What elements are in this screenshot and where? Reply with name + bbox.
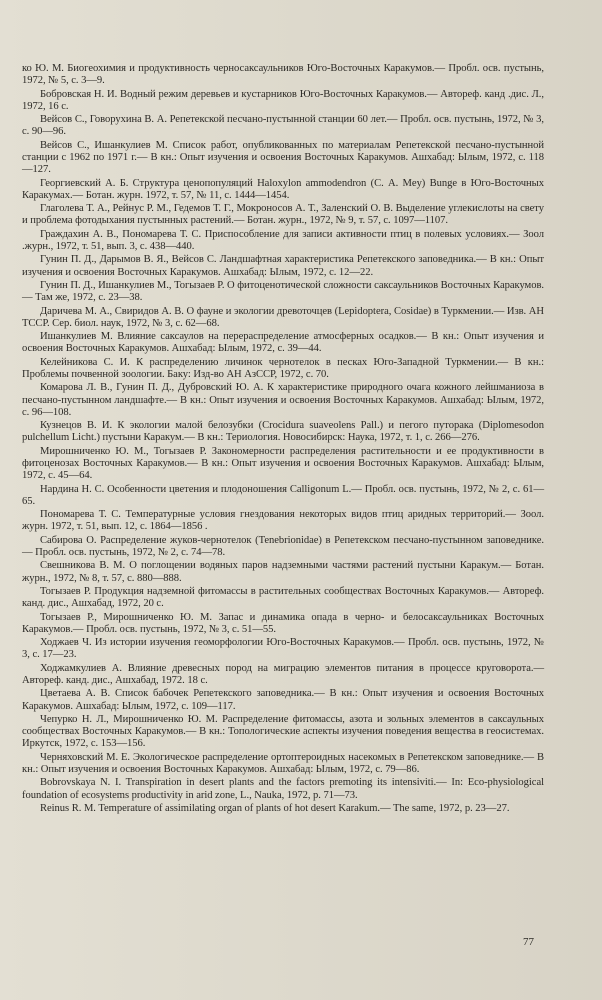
reference-entry: Гунин П. Д., Дарымов В. Я., Вейсов С. Ландшафтная характеристика Репетекского заповедника.— В кн.: Опыт изучения и освоения Восточных Каракумов. Ашхабад: Ылым, 1972, с. 12—22. bbox=[22, 254, 544, 278]
reference-entry: Ишанкулиев М. Влияние саксаулов на перераспределение атмосферных осадков.— В кн.: Опыт изучения и освоения Восточных Каракумов. Ашхабад: Ылым, 1972, с. 39—44. bbox=[22, 331, 544, 355]
reference-entry: Бобровская Н. И. Водный режим деревьев и кустарников Юго-Восточных Каракумов.— Автореф. канд .дис. Л., 1972, 16 с. bbox=[22, 88, 544, 112]
reference-entry: Чепурко Н. Л., Мирошниченко Ю. М. Распределение фитомассы, азота и зольных элементов в саксаульных сообществах Восточных Каракумов.— В кн.: Топологические аспекты изучения поведения вещества в геосистемах. Иркутск, 1972, с. 153—156. bbox=[22, 714, 544, 750]
reference-entry: Тогызаев Р. Продукция надземной фитомассы в растительных сообществах Восточных Каракумов.— Автореф. канд. дис., Ашхабад, 1972, 20 с. bbox=[22, 586, 544, 610]
reference-entry: Цветаева А. В. Список бабочек Репетекского заповедника.— В кн.: Опыт изучения и освоения Восточных Каракумов. Ашхабад: Ылым, 1972, с. 109—117. bbox=[22, 688, 544, 712]
reference-entry: Глаголева Т. А., Рейнус Р. М., Гедемов Т. Г., Мокроносов А. Т., Заленский О. В. Выделение углекислоты на свету и проблема фотодыхания пустынных растений.— Ботан. журн., 1972, № 9, т. 57, с. 1097—1107. bbox=[22, 203, 544, 227]
reference-entry: Комарова Л. В., Гунин П. Д., Дубровский Ю. А. К характеристике природного очага кожного лейшманиоза в песчано-пустынном ландшафте.— В кн.: Опыт изучения и освоения Восточных Каракумов. Ашхабад: Ылым, 1972, с. 96—108. bbox=[22, 382, 544, 418]
reference-entry: Гунин П. Д., Ишанкулиев М., Тогызаев Р. О фитоценотической сложности саксаульников Восточных Каракумов.— Там же, 1972, с. 23—38. bbox=[22, 280, 545, 304]
reference-entry: Мирошниченко Ю. М., Тогызаев Р. Закономерности распределения растительности и ее продуктивности в фитоценозах Восточных Каракумов.— В кн.: Опыт изучения и освоения Восточных Каракумов. Ашхабад: Ылым, 1972, с. 45—64. bbox=[22, 445, 544, 482]
reference-entry: Свешникова В. М. О поглощении водяных паров надземными частями растений пустыни Каракум.— Ботан. журн., 1972, № 8, т. 57, с. 880—888. bbox=[22, 560, 544, 584]
reference-entry: Ходжамкулиев А. Влияние древесных пород на миграцию элементов питания в процессе круговорота.— Автореф. канд. дис., Ашхабад, 1972. 18 с. bbox=[22, 662, 544, 687]
reference-entry: Граждахин А. В., Пономарева Т. С. Приспособление для записи активности птиц в полевых условиях.— Зоол .журн., 1972, т. 51, вып. 3, с. 438—440. bbox=[22, 228, 544, 252]
reference-entry: ко Ю. М. Биогеохимия и продуктивность черносаксаульников Юго-Восточных Каракумов.— Пробл. осв. пустынь, 1972, № 5, с. 3—9. bbox=[22, 63, 544, 87]
reference-entry: Пономарева Т. С. Температурные условия гнездования некоторых видов птиц аридных территорий.— Зоол. журн. 1972, т. 51, вып. 12, с. 1864—1856 . bbox=[22, 509, 544, 533]
reference-entry: Черняховский М. Е. Экологическое распределение ортоптероидных насекомых в Репетекском заповеднике.— В кн.: Опыт изучения и освоения Восточных Каракумов. Ашхабад: Ылым, 1972, с. 79—86. bbox=[22, 751, 544, 776]
reference-entry: Reinus R. M. Temperature of assimilating organ of plants of hot desert Karakum.— The same, 1972, p. 23—27. bbox=[40, 803, 510, 815]
reference-entry: Нардина Н. С. Особенности цветения и плодоношения Calligonum L.— Пробл. осв. пустынь, 1972, № 2, с. 61—65. bbox=[22, 483, 544, 507]
reference-entry: Сабирова О. Распределение жуков-чернотелок (Tenebrionidae) в Репетекском песчано-пустынном заповеднике.— Пробл. осв. пустынь, 1972, № 2, с. 74—78. bbox=[22, 534, 544, 558]
reference-list bbox=[22, 63, 544, 815]
reference-entry: Bobrovskaya N. I. Transpiration in desert plants and the factors premoting its intensiviti.— In: Eco-physiological foundation of ecosystems productivity in arid zone, L., Nauka, 1972, p. 71—73. bbox=[22, 777, 544, 801]
reference-entry: Ходжаев Ч. Из истории изучения геоморфологии Юго-Восточных Каракумов.— Пробл. осв. пустынь, 1972, № 3, с. 17—23. bbox=[22, 637, 544, 661]
reference-entry: Келейникова С. И. К распределению личинок чернотелок в песках Юго-Западной Туркмении.— В кн.: Проблемы почвенной зоологии. Баку: Изд-во АН АзССР, 1972, с. 70. bbox=[22, 356, 544, 381]
reference-entry: Георгиевский А. Б. Структура ценопопуляций Haloxylon ammodendron (С. А. Mey) Bunge в Юго-Восточных Каракумах.— Ботан. журн. 1972, т. 57, № 11, с. 1444—1454. bbox=[22, 177, 544, 201]
page-number: 77 bbox=[523, 936, 534, 948]
reference-entry: Даричева М. А., Свиридов А. В. О фауне и экологии древоточцев (Lepidoptera, Cosidae) в Туркмении.— Изв. АН ТССР. Сер. биол. наук, 1972, № 3, с. 62—68. bbox=[22, 305, 544, 329]
reference-entry: Кузнецов В. И. К экологии малой белозубки (Crocidura suaveolens Pall.) и пегого путорака (Diplomesodon pulchellum Licht.) пустыни Каракум.— В кн.: Териология. Новосибирск: Наука, 1972, т. 1, с. 266—276. bbox=[22, 420, 544, 444]
reference-entry: Тогызаев Р., Мирошниченко Ю. М. Запас и динамика опада в черно- и белосаксаульниках Восточных Каракумов.— Пробл. осв. пустынь, 1972, № 3, с. 51—55. bbox=[22, 611, 544, 635]
reference-entry: Вейсов С., Ишанкулиев М. Список работ, опубликованных по материалам Репетекской песчано-пустынной станции с 1962 по 1971 г.— В кн.: Опыт изучения и освоения Восточных Каракумов. Ашхабад: Ылым, 1972, с. 118—127. bbox=[22, 139, 544, 176]
reference-entry: Вейсов С., Говорухина В. А. Репетекской песчано-пустынной станции 60 лет.— Пробл. осв. пустынь, 1972, № 3, с. 90—96. bbox=[22, 114, 544, 138]
